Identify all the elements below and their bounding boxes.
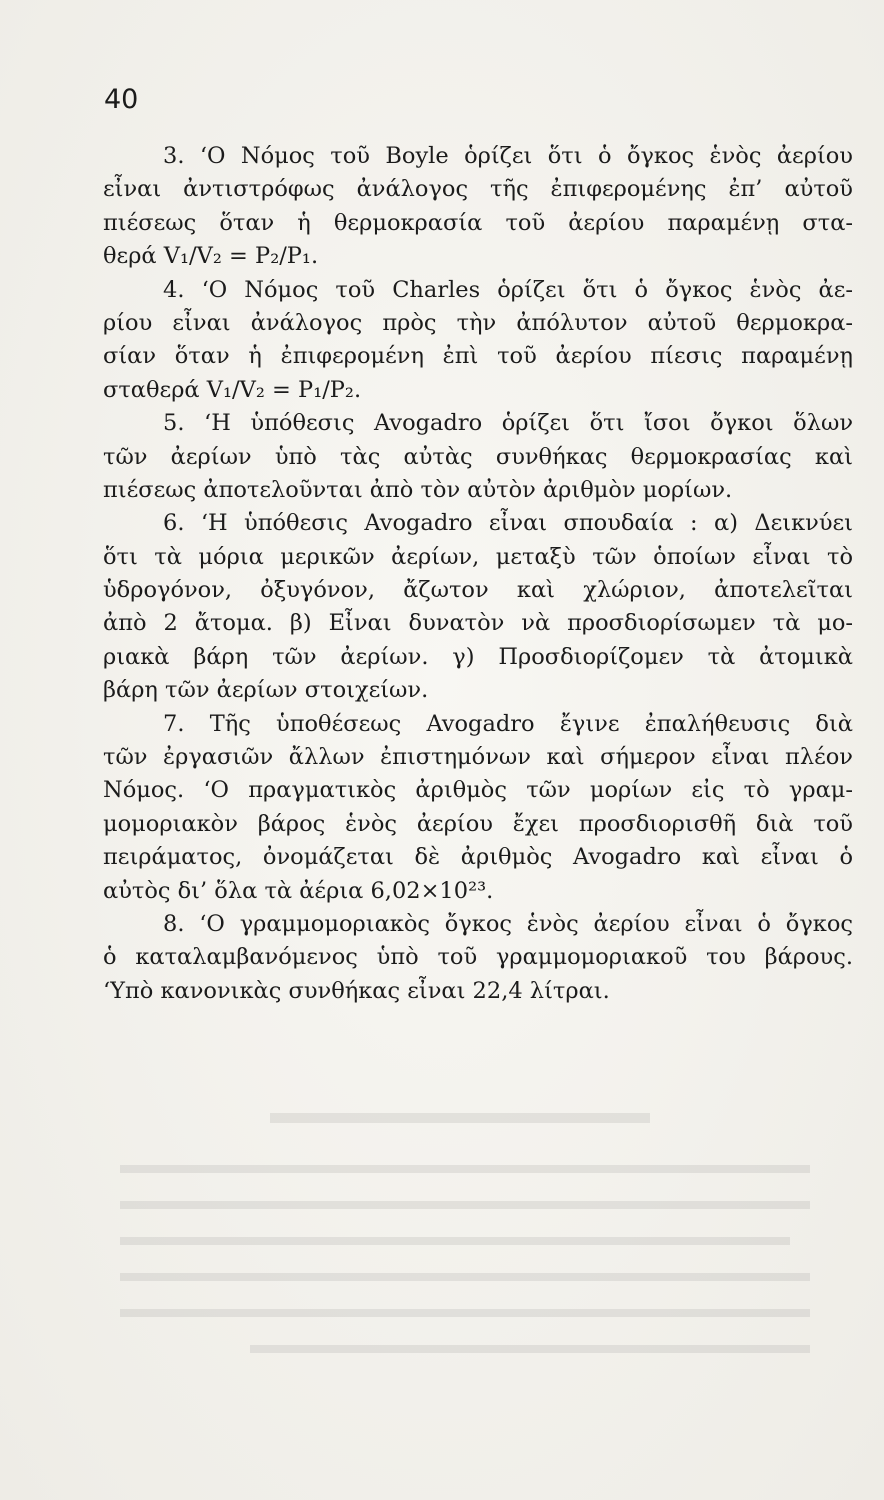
text-line: 7. Τῆς ὑποθέσεως Avogadro ἔγινε ἐπαλήθευσις διὰ bbox=[163, 710, 853, 737]
text-line: σίαν ὅταν ἡ ἐπιφερομένη ἐπὶ τοῦ ἀερίου πίεσις παραμένῃ bbox=[103, 343, 853, 370]
bleed-texture bbox=[100, 1105, 820, 1405]
text-line: εἶναι ἀντιστρόφως ἀνάλογος τῆς ἐπιφερομένης ἐπ’ αὐτοῦ bbox=[103, 176, 853, 203]
reverse-side-bleed-through bbox=[100, 1105, 820, 1416]
page-number: 40 bbox=[104, 84, 139, 115]
text-line: 4. ‘Ο Νόμος τοῦ Charles ὁρίζει ὅτι ὁ ὄγκος ἑνὸς ἀε- bbox=[163, 276, 853, 303]
text-line: 8. ‘Ο γραμμομοριακὸς ὄγκος ἑνὸς ἀερίου εἶναι ὁ ὄγκος bbox=[163, 910, 853, 937]
text-line: θερά V₁/V₂ = P₂/P₁. bbox=[103, 243, 319, 270]
text-line: βάρη τῶν ἀερίων στοιχείων. bbox=[103, 677, 429, 704]
text-line: τῶν ἐργασιῶν ἄλλων ἐπιστημόνων καὶ σήμερον εἶναι πλέον bbox=[103, 744, 853, 771]
text-line: πιέσεως ἀποτελοῦνται ἀπὸ τὸν αὐτὸν ἀριθμὸν μορίων. bbox=[103, 476, 733, 503]
text-line: αὐτὸς δι’ ὅλα τὰ ἀέρια 6,02×10²³. bbox=[103, 877, 494, 904]
text-line: πιέσεως ὅταν ἡ θερμοκρασία τοῦ ἀερίου παραμένῃ στα- bbox=[103, 209, 853, 236]
text-line: πειράματος, ὀνομάζεται δὲ ἀριθμὸς Avogadro καὶ εἶναι ὁ bbox=[103, 844, 853, 871]
text-line: τῶν ἀερίων ὑπὸ τὰς αὐτὰς συνθήκας θερμοκρασίας καὶ bbox=[103, 443, 853, 470]
text-line: 3. ‘Ο Νόμος τοῦ Boyle ὁρίζει ὅτι ὁ ὄγκος ἑνὸς ἀερίου bbox=[163, 143, 853, 169]
text-line: ἀπὸ 2 ἄτομα. β) Εἶναι δυνατὸν νὰ προσδιορίσωμεν τὰ μο- bbox=[103, 610, 853, 637]
text-line: ὅτι τὰ μόρια μερικῶν ἀερίων, μεταξὺ τῶν ὁποίων εἶναι τὸ bbox=[103, 543, 853, 570]
text-line: ὁ καταλαμβανόμενος ὑπὸ τοῦ γραμμομοριακοῦ του βάρους. bbox=[103, 944, 853, 971]
text-line: 6. ‘Η ὑπόθεσις Avogadro εἶναι σπουδαία : α) Δεικνύει bbox=[163, 510, 853, 537]
text-line: σταθερά V₁/V₂ = P₁/P₂. bbox=[103, 376, 362, 403]
text-line: ‘Υπὸ κανονικὰς συνθήκας εἶναι 22,4 λίτραι. bbox=[103, 977, 610, 1004]
text-line: Νόμος. ‘Ο πραγματικὸς ἀριθμὸς τῶν μορίων εἰς τὸ γραμ- bbox=[103, 777, 853, 804]
text-line: 5. ‘Η ὑπόθεσις Avogadro ὁρίζει ὅτι ἴσοι ὄγκοι ὅλων bbox=[163, 410, 853, 437]
text-line: ὑδρογόνον, ὀξυγόνον, ἄζωτον καὶ χλώριον, ἀποτελεῖται bbox=[103, 577, 853, 604]
text-line: ρίου εἶναι ἀνάλογος πρὸς τὴν ἀπόλυτον αὐτοῦ θερμοκρα- bbox=[103, 309, 853, 336]
text-line: μομοριακὸν βάρος ἑνὸς ἀερίου ἔχει προσδιορισθῆ διὰ τοῦ bbox=[103, 810, 853, 837]
text-line: ριακὰ βάρη τῶν ἀερίων. γ) Προσδιορίζομεν τὰ ἀτομικὰ bbox=[103, 643, 853, 670]
body-text bbox=[103, 140, 853, 1008]
